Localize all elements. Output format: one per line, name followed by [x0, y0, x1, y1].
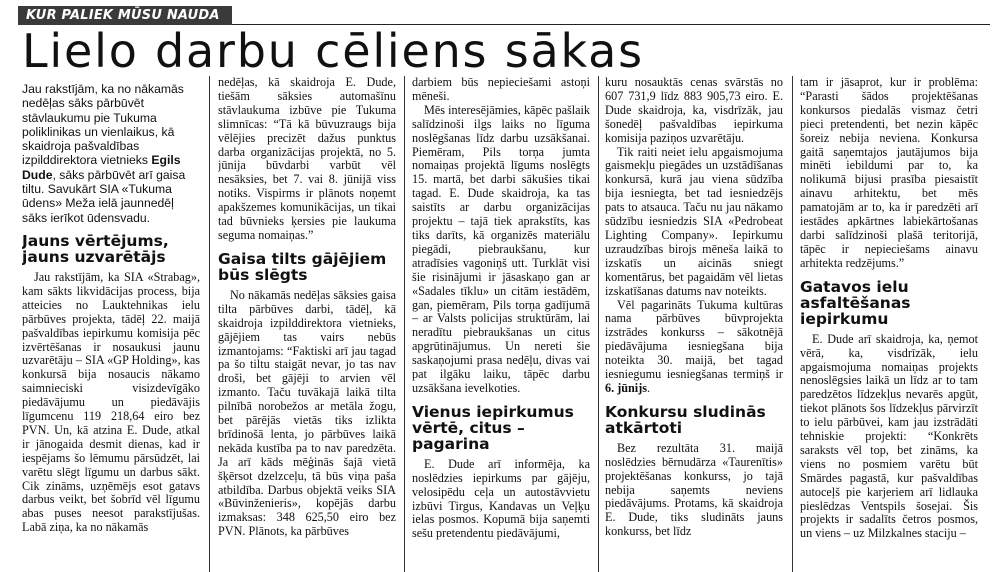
body-paragraph: [605, 299, 783, 396]
article-column-3: [412, 76, 590, 566]
column-divider: [209, 76, 210, 572]
article-column-5: [800, 76, 978, 566]
column-divider: [404, 76, 405, 572]
article-column-2: [218, 76, 396, 566]
article-column-1: [22, 82, 200, 572]
body-paragraph: Mēs interesējāmies, kāpēc pašlaik salīdzinoši ilgs laiks no līguma noslēgšanas līdz darbu uzsākšanai. Piemēram, Pils torņa jumta nomaiņas projektā līgums noslēgts 15. martā, bet darbi sākušies tikai tagad. E. Dude skaidroja, ka tas saistīts ar darbu organizācijas projektu – tajā tiek aprakstīts, kas tiks darīts, kā organizēs materiālu piegādi, piebraukšanu, kur atradīsies vagoniņš utt. Turklāt visi šie risinājumi ir jāsaskaņo gan ar «Sadales tīklu» un citām iestādēm, gan, piemēram, Pils torņa gadījumā – ar Valsts policijas struktūrām, lai neradītu piebraukšanas un citus apgrūtinājumus. Un nereti šie saskaņojumi prasa nedēļu, divas vai pat ilgāku laiku, tāpēc darbu uzsākšana ievelkoties.: [412, 102, 590, 395]
headline: Lielo darbu cēliens sākas: [22, 24, 644, 78]
column-divider: [598, 76, 599, 572]
body-paragraph: kuru nosauktās cenas svārstās no 607 731,9 līdz 883 905,73 eiro. E. Dude skaidroja, ka, visdrīzāk, jau šonedēļ pašvaldības iepirkuma komisija paziņos uzvarētāju.: [605, 76, 783, 145]
lead-text-end: , sāks pārbūvēt arī gaisa tiltu. Savukārt SIA «Tukuma ūdens» Meža ielā jaunnedēļ sāks ierīkot ūdensvadu.: [22, 167, 186, 225]
subheading: Konkursu sludinās atkārtoti: [605, 402, 766, 437]
body-paragraph: Jau rakstījām, ka SIA «Strabag», kam sākts likvidācijas process, bija atteicies no Lauktehnikas ielu pārbūves projekta, tādēļ 22. maijā pašvaldības iepirkumu komisija pēc izvērtēšanas ir nosaukusi jaunu uzvarētāju – SIA «GP Holding», kas konkursā bija nosaucis nākamo saimnieciski visizdevīgāko piedāvājumu un piedāvājis līgumcenu 119 218,64 eiro bez PVN. Un, kā atzina E. Dude, atkal ir jānogaida desmit dienas, kad ir iespējams šo lēmumu pārsūdzēt, lai varētu slēgt līgumu un darbus sākt. Cik zināms, uzņēmējs esot gatavs darbus veikt, bet šobrīd vēl līgumu abas puses neesot parakstījušas. Labā ziņa, ka no nākamās: [22, 269, 200, 535]
paragraph-text-end: .: [647, 380, 651, 395]
body-paragraph: nedēļas, kā skaidroja E. Dude, tiešām sāksies automašīnu stāvlaukuma izbūve pie Tukuma slimnīcas: “Tā kā būvuzraugs bija vēlējies precizēt dažus punktus darba organizācijas projektā, no 5. jūnija būvdarbi varbūt vēl nesāksies, bet 7. vai 8. jūnijā viss notiks. Vispirms ir plānots noņemt apakšzemes komunikācijas, un tikai tad būvnieks ķersies pie laukuma seguma nomaiņas.”: [218, 76, 396, 242]
section-label: KUR PALIEK MŪSU NAUDA: [26, 8, 220, 23]
body-paragraph: tam ir jāsaprot, kur ir problēma: “Parasti šādos projektēšanas konkursos piedalās vismaz četri pieci pretendenti, bet nezin kāpēc šoreiz nebija neviena. Konkursa gaitā saņemtajos jautājumos bija minēti iebildumi par to, ka nolikumā bijusi prasība piesaistīt ainavu arhitektu, bet mēs pamatojām ar to, ka ir paredzēti arī iestādes apkārtnes labiekārtošanas darbi salīdzinoši plašā teritorijā, tāpēc ir nepieciešams ainavu arhitekta redzējums.”: [800, 76, 978, 270]
body-paragraph: E. Dude arī informēja, ka noslēdzies iepirkums par gājēju, velosipēdu ceļa un autostāvvietu izbūvi Tirgus, Kandavas un Veļķu ielas posmos. Kopumā bija saņemti sešu pretendentu piedāvājumi,: [412, 456, 590, 541]
body-paragraph: E. Dude arī skaidroja, ka, ņemot vērā, ka, visdrīzāk, ielu apgaismojuma nomaiņas projekts nenoslēgsies laikā un līdz ar to tam paredzētos līdzekļus nevarēs apgūt, tiekot plānots šos līdzekļus pārvirzīt to ielu pārbūvei, kam jau izstrādāti tehniskie projekti: “Konkrēts saraksts vēl top, bet zināms, ka viens no posmiem varētu būt Smārdes pagastā, kur pašvaldības autoceļš pie karjeriem arī lidlauka pieslēdzas Ventspils šosejai. Šis projekts ir sadalīts četros posmos, un viens – uz Milzkalnes staciju –: [800, 331, 978, 541]
paragraph-text: Vēl pagarināts Tukuma kultūras nama pārbūves būvprojekta izstrādes konkurss – sākotnējā piedāvājuma iesniegšana bija noteikta 30. maijā, bet tagad iesniegumu iesniegšanas termiņš ir: [605, 297, 783, 382]
body-paragraph: Tik raiti neiet ielu apgaismojuma gaismekļu piegādes un uzstādīšanas konkursā, kurā jau viena sūdzība bija iesniegta, bet tad iesniedzējs pats to atsauca. Taču nu jau nākamo sūdzību iesniedzis SIA «Pedrobeat Lighting Company». Iepirkumu uzraudzības birojs mēneša laikā to izskatīs un aicinās sniegt komentārus, bet pagaidām vēl lietas izskatīšanas datums nav noteikts.: [605, 144, 783, 298]
deadline-date: 6. jūnijs: [605, 380, 647, 395]
lead-paragraph: [22, 82, 200, 225]
body-paragraph: darbiem būs nepieciešami astoņi mēneši.: [412, 76, 590, 103]
subheading: Gaisa tilts gājējiem būs slēgts: [218, 249, 387, 284]
lead-text: Jau rakstījām, ka no nākamās nedēļas sāks pārbūvēt stāvlaukumu pie Tukuma poliklinikas un vienlaikus, kā skaidroja pašvaldības izpilddirektora vietnieks: [22, 82, 184, 168]
column-divider: [792, 76, 793, 572]
body-paragraph: No nākamās nedēļas sāksies gaisa tilta pārbūves darbi, tādēļ, kā skaidroja izpilddirektora vietnieks, gājējiem tas vairs nebūs izmantojams: “Faktiski arī jau tagad pa šo tiltu staigāt nevar, jo tas nav droši, bet gājēji to arvien vēl izmanto. Taču tuvākajā laikā tilta pilnībā norobežos ar metāla žogu, bet pārējās vietās tiks izlikta brīdinošā lenta, jo pārbūves laikā nekāda kustība pa to nav paredzēta. Ja arī kāds mēģinās šajā vietā šķērsot dzelzceļu, tā būs viņa paša atbildība. Darbus objektā veiks SIA «Būvinženieris», kopējās darbu izmaksas: 348 625,50 eiro bez PVN. Plānots, ka pārbūves: [218, 287, 396, 539]
subheading: Vienus iepirkumus vērtē, citus – pagarina: [412, 402, 574, 453]
lead-name: Egils Dude: [22, 153, 181, 182]
article-column-4: [605, 76, 783, 566]
body-paragraph: Bez rezultāta 31. maijā noslēdzies bērnudārza «Taurenītis» projektēšanas konkurss, jo tajā nebija saņemts neviens piedāvājums. Protams, kā skaidroja E. Dude, tiks sludināts jauns konkurss, bet līdz: [605, 440, 783, 539]
subheading: Gatavos ielu asfaltēšanas iepirkumu: [800, 277, 911, 328]
subheading: Jauns vērtējums, jauns uzvarētājs: [22, 231, 169, 266]
